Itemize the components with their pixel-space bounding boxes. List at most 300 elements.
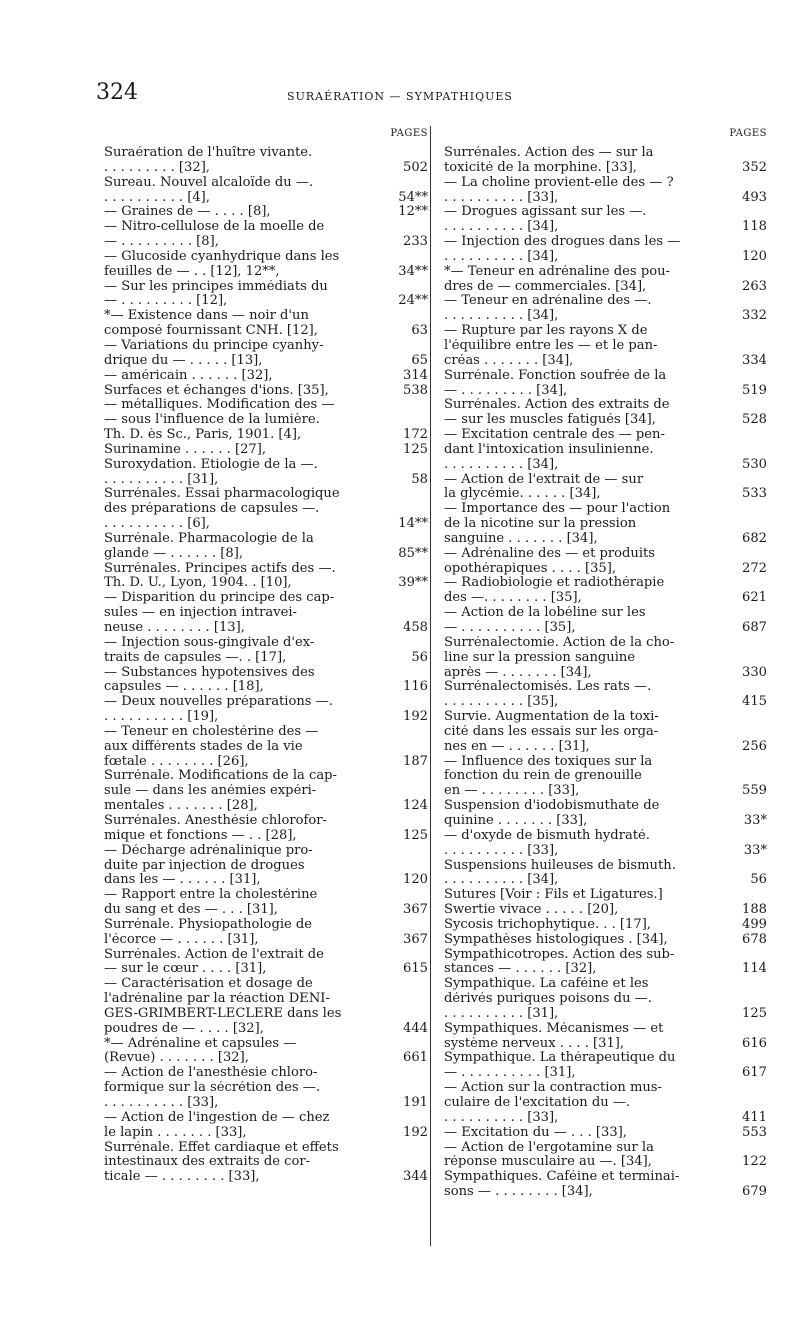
index-line <box>444 740 767 755</box>
entry-text: Suraération de l'huître vivante. <box>104 146 313 160</box>
entry-text: — . . . . . . . . . [34], <box>444 383 568 398</box>
index-line <box>104 176 428 191</box>
entry-text: sanguine . . . . . . . [34], <box>444 531 598 546</box>
index-line <box>444 666 767 681</box>
index-line <box>104 1007 428 1022</box>
index-line <box>104 844 428 859</box>
index-line <box>444 769 767 784</box>
entry-text: Surrénales. Anesthésie chlorofor- <box>104 813 327 828</box>
page-ref: 58 <box>411 472 428 487</box>
entry-text: en — . . . . . . . . [33], <box>444 784 580 799</box>
index-line <box>104 428 428 443</box>
entry-text: le lapin . . . . . . . [33], <box>104 1125 247 1140</box>
left-index-column <box>104 128 428 1185</box>
page-ref: 14** <box>398 517 428 532</box>
page-ref: 367 <box>403 903 428 918</box>
index-line <box>104 769 428 784</box>
page-ref: 120 <box>403 873 428 888</box>
page-ref: 272 <box>742 561 767 576</box>
index-line <box>104 398 428 413</box>
entry-text: composé fournissant CNH. [12], <box>104 324 318 339</box>
index-line <box>104 755 428 770</box>
index-line <box>444 1037 767 1052</box>
index-line <box>444 829 767 844</box>
index-line <box>104 621 428 636</box>
entry-text: glande — . . . . . . [8], <box>104 546 244 561</box>
entry-text: . . . . . . . . . . [6], <box>104 517 210 532</box>
entry-text: — Variations du principe cyanhy- <box>104 338 324 353</box>
index-line <box>104 1155 428 1170</box>
page-ref: 24** <box>398 294 428 309</box>
index-line <box>444 888 767 903</box>
page-ref: 125 <box>403 828 428 843</box>
index-line <box>104 517 428 532</box>
index-line <box>444 369 767 384</box>
entry-text: de la nicotine sur la pression <box>444 517 637 532</box>
entry-text: Suspension d'iodobismuthate de <box>444 799 660 814</box>
index-line <box>444 591 767 606</box>
index-line <box>444 844 767 859</box>
index-line <box>444 502 767 517</box>
entry-text: Suroxydation. Étiologie de la —. <box>104 457 318 472</box>
entry-text: Surrénale. Pharmacologie de la <box>104 531 314 546</box>
index-line <box>444 814 767 829</box>
index-line <box>104 280 428 295</box>
page-ref: 411 <box>742 1110 767 1125</box>
index-line <box>444 562 767 577</box>
entry-text: — Glucoside cyanhydrique dans les <box>104 249 340 264</box>
index-line <box>444 918 767 933</box>
index-line <box>104 680 428 695</box>
page-ref: 39** <box>398 576 428 591</box>
page-ref: 116 <box>403 680 428 695</box>
index-line <box>444 473 767 488</box>
index-line <box>444 146 767 161</box>
entry-text: Sympathèses histologiques . [34], <box>444 932 668 947</box>
entry-text: Surinamine . . . . . . [27], <box>104 442 267 457</box>
page-ref: 114 <box>742 962 767 977</box>
index-line <box>444 755 767 770</box>
entry-text: Surrénale. Effet cardiaque et effets <box>104 1140 339 1155</box>
pages-label: PAGES <box>729 128 767 139</box>
index-line <box>444 280 767 295</box>
entry-text: . . . . . . . . . . [33], <box>444 843 559 858</box>
page-ref: 621 <box>742 591 767 606</box>
page-ref: 33* <box>743 813 767 828</box>
entry-text: — Graines de — . . . . [8], <box>104 205 271 220</box>
page-ref: 125 <box>742 1006 767 1021</box>
page-ref: 263 <box>742 279 767 294</box>
entry-text: sule — dans les anémies expéri- <box>104 784 317 799</box>
page-ref: 314 <box>403 368 428 383</box>
entry-text: traits de capsules —. . [17], <box>104 650 287 665</box>
index-line <box>444 1141 767 1156</box>
page-ref: 172 <box>403 428 428 443</box>
entry-text: — . . . . . . . . . . [35], <box>444 621 576 635</box>
page-ref: 617 <box>742 1066 767 1081</box>
index-line <box>444 265 767 280</box>
index-line <box>104 962 428 977</box>
entry-text: — américain . . . . . . [32], <box>104 368 273 383</box>
page-ref: 687 <box>742 621 767 635</box>
index-line <box>104 324 428 339</box>
entry-text: intestinaux des extraits de cor- <box>104 1155 311 1170</box>
entry-text: . . . . . . . . . . [33], <box>444 1110 559 1125</box>
page-ref: 528 <box>742 413 767 428</box>
index-line <box>104 443 428 458</box>
index-line <box>444 1096 767 1111</box>
entry-text: du sang et des — . . . [31], <box>104 903 278 918</box>
entry-text: — Teneur en adrénaline des —. <box>444 294 652 309</box>
index-line <box>444 606 767 621</box>
index-line <box>104 636 428 651</box>
entry-text: Surrénale. Fonction soufrée de la <box>444 368 667 383</box>
entry-text: Sympathique. La thérapeutique du <box>444 1051 676 1066</box>
index-line <box>104 369 428 384</box>
entry-text: — Deux nouvelles préparations —. <box>104 695 333 710</box>
index-line <box>104 502 428 517</box>
entry-text: stances — . . . . . . [32], <box>444 962 597 977</box>
entry-text: *— Teneur en adrénaline des pou- <box>444 264 670 279</box>
entry-text: Sutures [Voir : Fils et Ligatures.] <box>444 888 663 903</box>
entry-text: — Teneur en cholestérine des — <box>104 724 319 739</box>
page-ref: 12** <box>398 205 428 220</box>
page-ref: 493 <box>742 190 767 205</box>
column-divider <box>430 126 431 1246</box>
index-line <box>444 294 767 309</box>
entry-text: — Action de l'ergotamine sur la <box>444 1140 654 1155</box>
page-ref: 499 <box>742 917 767 932</box>
entry-text: . . . . . . . . . . [34], <box>444 873 559 888</box>
page-ref: 56 <box>750 873 767 888</box>
index-line <box>104 651 428 666</box>
entry-text: cité dans les essais sur les orga- <box>444 724 659 739</box>
entry-text: — Excitation centrale des — pen- <box>444 428 665 443</box>
entry-text: système nerveux . . . . [31], <box>444 1036 625 1051</box>
entry-text: . . . . . . . . . . [31], <box>104 472 219 487</box>
entry-text: culaire de l'excitation du —. <box>444 1096 631 1110</box>
page-ref: 192 <box>403 710 428 725</box>
page-ref: 553 <box>742 1125 767 1140</box>
entry-text: — Sur les principes immédiats du <box>104 279 328 294</box>
entry-text: Surrénales. Principes actifs des —. <box>104 561 336 576</box>
entry-text: Surrénale. Physiopathologie de <box>104 917 313 932</box>
entry-text: dant l'intoxication insulinienne. <box>444 442 654 457</box>
page-ref: 519 <box>742 383 767 398</box>
entry-text: — Rupture par les rayons X de <box>444 324 648 339</box>
entry-text: — Excitation du — . . . [33], <box>444 1125 627 1140</box>
index-line <box>444 547 767 562</box>
index-line <box>104 859 428 874</box>
index-line <box>104 161 428 176</box>
index-line <box>104 888 428 903</box>
entry-text: fonction du rein de grenouille <box>444 769 642 784</box>
entry-text: — Drogues agissant sur les —. <box>444 205 647 220</box>
page-ref: 679 <box>742 1185 767 1200</box>
index-line <box>104 591 428 606</box>
entry-text: — d'oxyde de bismuth hydraté. <box>444 828 650 843</box>
entry-text: Th. D. U., Lyon, 1904. . [10], <box>104 576 292 591</box>
index-line <box>104 191 428 206</box>
index-line <box>444 443 767 458</box>
page-ref: 188 <box>742 903 767 918</box>
index-line <box>104 933 428 948</box>
entry-text: Surrénales. Action des — sur la <box>444 146 654 160</box>
page-ref: 63 <box>411 324 428 339</box>
entry-text: mentales . . . . . . . [28], <box>104 799 258 814</box>
entry-text: — Action sur la contraction mus- <box>444 1081 662 1096</box>
index-line <box>104 1170 428 1185</box>
entry-text: . . . . . . . . . . [4], <box>104 190 210 205</box>
entry-text: — Caractérisation et dosage de <box>104 977 313 992</box>
page-ref: 334 <box>742 353 767 368</box>
index-line <box>104 1096 428 1111</box>
index-line <box>104 784 428 799</box>
index-line <box>104 710 428 725</box>
right-index-column <box>444 128 767 1200</box>
index-line <box>444 354 767 369</box>
index-line <box>444 799 767 814</box>
index-line <box>444 384 767 399</box>
index-line <box>444 651 767 666</box>
index-line <box>104 903 428 918</box>
index-line <box>104 146 428 161</box>
index-line <box>104 458 428 473</box>
index-line <box>104 294 428 309</box>
page-ref: 191 <box>403 1096 428 1110</box>
index-line <box>444 784 767 799</box>
entry-text: Surrénales. Essai pharmacologique <box>104 487 340 502</box>
entry-text: — . . . . . . . . . [12], <box>104 294 228 309</box>
page-ref: 118 <box>742 220 767 235</box>
entry-text: — Injection sous-gingivale d'ex- <box>104 635 315 650</box>
page-ref: 34** <box>398 264 428 279</box>
entry-text: Surfaces et échanges d'ions. [35], <box>104 383 329 398</box>
entry-text: . . . . . . . . . [32], <box>104 160 210 175</box>
index-line <box>104 413 428 428</box>
index-line <box>104 695 428 710</box>
index-line <box>104 814 428 829</box>
entry-text: dres de — commerciales. [34], <box>444 279 647 294</box>
entry-text: Sympathicotropes. Action des sub- <box>444 947 675 962</box>
entry-text: . . . . . . . . . . [33], <box>444 190 559 205</box>
index-line <box>444 428 767 443</box>
entry-text: GÈS-GRIMBERT-LECLÈRE dans les <box>104 1006 342 1021</box>
index-line <box>444 873 767 888</box>
page-ref: 85** <box>398 546 428 561</box>
index-line <box>444 962 767 977</box>
page-ref: 615 <box>403 962 428 977</box>
page-ref: 502 <box>403 160 428 175</box>
index-line <box>104 265 428 280</box>
index-line <box>444 859 767 874</box>
page-ref: 233 <box>403 235 428 250</box>
page-ref: 415 <box>742 695 767 710</box>
index-line <box>444 933 767 948</box>
entry-text: Surrénalectomisés. Les rats —. <box>444 680 652 695</box>
index-line <box>444 977 767 992</box>
entry-text: dérivés puriques poisons du —. <box>444 992 652 1007</box>
page-ref: 352 <box>742 160 767 175</box>
entry-text: . . . . . . . . . . [34], <box>444 220 559 235</box>
entry-text: — Rapport entre la cholestérine <box>104 888 318 903</box>
entry-text: Th. D. ès Sc., Paris, 1901. [4], <box>104 428 302 443</box>
index-line <box>444 725 767 740</box>
index-line <box>444 309 767 324</box>
entry-text: capsules — . . . . . . [18], <box>104 680 264 695</box>
index-line <box>104 473 428 488</box>
index-line <box>104 576 428 591</box>
entry-text: opothérapiques . . . . [35], <box>444 561 617 576</box>
index-line <box>444 324 767 339</box>
entry-text: dans les — . . . . . . [31], <box>104 873 261 888</box>
page-ref: 538 <box>403 383 428 398</box>
entry-text: drique du — . . . . . [13], <box>104 353 263 368</box>
index-line <box>444 532 767 547</box>
index-line <box>444 398 767 413</box>
entry-text: l'écorce — . . . . . . [31], <box>104 932 259 947</box>
page-ref: 124 <box>403 799 428 814</box>
index-line <box>104 384 428 399</box>
entry-text: — . . . . . . . . . [8], <box>104 235 219 250</box>
page-ref: 122 <box>742 1155 767 1170</box>
index-line <box>444 1170 767 1185</box>
index-line <box>444 621 767 636</box>
index-line <box>104 250 428 265</box>
entry-text: l'équilibre entre les — et le pan- <box>444 338 658 353</box>
index-line <box>104 235 428 250</box>
entry-text: la glycémie. . . . . . [34], <box>444 487 601 502</box>
page-ref: 330 <box>742 665 767 680</box>
index-line <box>444 1007 767 1022</box>
index-line <box>444 1111 767 1126</box>
index-line <box>444 191 767 206</box>
page-ref: 256 <box>742 739 767 754</box>
entry-text: Sympathiques. Caféine et terminai- <box>444 1170 680 1185</box>
index-line <box>104 1141 428 1156</box>
index-line <box>444 235 767 250</box>
entry-text: — métalliques. Modification des — <box>104 398 335 413</box>
page-ref: 533 <box>742 487 767 502</box>
page-ref: 33* <box>743 843 767 858</box>
entry-text: l'adrénaline par la réaction DENI- <box>104 992 330 1007</box>
entry-text: . . . . . . . . . . [34], <box>444 309 559 324</box>
index-line <box>104 725 428 740</box>
index-line <box>104 606 428 621</box>
entry-text: — Radiobiologie et radiothérapie <box>444 576 665 591</box>
index-line <box>444 205 767 220</box>
entry-text: poudres de — . . . . [32], <box>104 1021 264 1036</box>
index-line <box>104 354 428 369</box>
entry-text: toxicité de la morphine. [33], <box>444 160 637 175</box>
page-ref: 56 <box>411 650 428 665</box>
index-line <box>104 666 428 681</box>
page-ref: 559 <box>742 784 767 799</box>
entry-text: réponse musculaire au —. [34], <box>444 1155 652 1170</box>
page-ref: 344 <box>403 1170 428 1185</box>
page-ref: 678 <box>742 932 767 947</box>
page-ref: 367 <box>403 932 428 947</box>
index-line <box>104 918 428 933</box>
index-line <box>104 992 428 1007</box>
index-line <box>104 220 428 235</box>
index-line <box>444 1066 767 1081</box>
page-ref: 187 <box>403 754 428 769</box>
index-line <box>104 1022 428 1037</box>
entry-text: . . . . . . . . . . [35], <box>444 695 559 710</box>
index-line <box>444 992 767 1007</box>
entry-text: quinine . . . . . . . [33], <box>444 813 588 828</box>
entry-text: *— Existence dans — noir d'un <box>104 309 309 324</box>
entry-text: — Disparition du principe des cap- <box>104 591 335 606</box>
entry-text: duite par injection de drogues <box>104 858 305 873</box>
entry-text: créas . . . . . . . [34], <box>444 353 574 368</box>
running-title: SURAÉRATION — SYMPATHIQUES <box>287 90 513 103</box>
entry-text: — Substances hypotensives des <box>104 665 315 680</box>
index-line <box>444 413 767 428</box>
entry-text: fœtale . . . . . . . . [26], <box>104 754 249 769</box>
index-line <box>104 487 428 502</box>
index-line <box>444 1155 767 1170</box>
index-line <box>104 1051 428 1066</box>
index-line <box>444 948 767 963</box>
entry-text: Surrénales. Action des extraits de <box>444 398 670 413</box>
entry-text: . . . . . . . . . . [31], <box>444 1006 559 1021</box>
entry-text: Sympathique. La caféine et les <box>444 977 649 992</box>
entry-text: neuse . . . . . . . . [13], <box>104 621 245 635</box>
index-line <box>444 710 767 725</box>
index-line <box>444 458 767 473</box>
index-line <box>104 799 428 814</box>
entry-text: — sous l'influence de la lumière. <box>104 413 320 428</box>
entry-text: — Action de l'ingestion de — chez <box>104 1110 330 1125</box>
page-ref: 530 <box>742 457 767 472</box>
index-line <box>104 829 428 844</box>
index-line <box>444 695 767 710</box>
entry-text: — Nitro-cellulose de la moelle de <box>104 220 325 235</box>
entry-text: Surrénale. Modifications de la cap- <box>104 769 337 784</box>
entry-text: — sur le cœur . . . . [31], <box>104 962 267 977</box>
page-number: 324 <box>96 80 138 105</box>
index-line <box>104 205 428 220</box>
entry-text: — Adrénaline des — et produits <box>444 546 656 561</box>
index-line <box>444 176 767 191</box>
index-line <box>104 948 428 963</box>
entry-text: — . . . . . . . . . . [31], <box>444 1066 576 1081</box>
entry-text: Sympathiques. Mécanismes — et <box>444 1021 664 1036</box>
entry-text: sules — en injection intravei- <box>104 606 297 621</box>
entry-text: Survie. Augmentation de la toxi- <box>444 710 659 725</box>
index-line <box>104 1037 428 1052</box>
entry-text: aux différents stades de la vie <box>104 739 303 754</box>
entry-text: nes en — . . . . . . [31], <box>444 739 590 754</box>
entry-text: Suspensions huileuses de bismuth. <box>444 858 676 873</box>
index-line <box>444 636 767 651</box>
entry-text: — Influence des toxiques sur la <box>444 754 653 769</box>
page-ref: 661 <box>403 1051 428 1066</box>
index-line <box>104 1066 428 1081</box>
index-line <box>104 740 428 755</box>
entry-text: formique sur la sécrétion des —. <box>104 1081 321 1096</box>
entry-text: mique et fonctions — . . [28], <box>104 828 297 843</box>
index-line <box>444 680 767 695</box>
index-line <box>104 562 428 577</box>
page-ref: 54** <box>398 190 428 205</box>
index-line <box>444 250 767 265</box>
index-line <box>444 487 767 502</box>
page-ref: 192 <box>403 1125 428 1140</box>
entry-text: — Décharge adrénalinique pro- <box>104 843 313 858</box>
